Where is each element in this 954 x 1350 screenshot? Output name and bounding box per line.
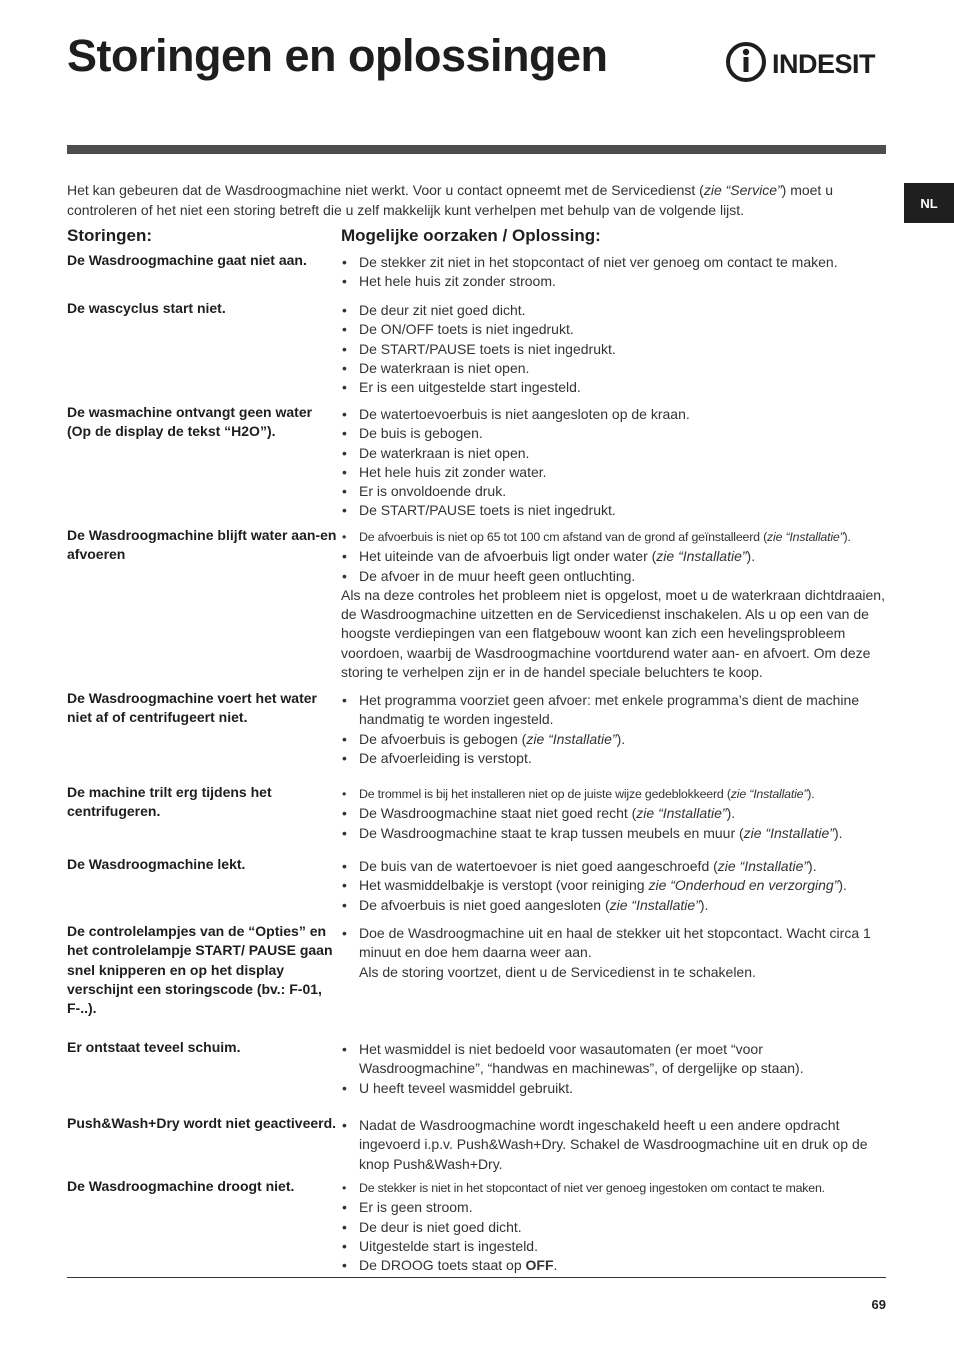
language-tab: NL [904,183,954,223]
problem-label: De wasmachine ontvangt geen water (Op de display de tekst “H2O”). [67,404,313,440]
solution-item: • De deur is niet goed dicht. [341,1218,889,1237]
solution-item: • Doe de Wasdroogmachine uit en haal de stekker uit het stopcontact. Wacht circa 1 minuut en doe hem daarna weer aan. [341,924,889,963]
storingen-heading: Storingen: [67,226,152,245]
solution-list [341,528,889,682]
solution-list [341,924,889,982]
solution-item: • Het uiteinde van de afvoerbuis ligt onder water (zie “Installatie”). [341,547,889,566]
solution-item: • De afvoer in de muur heeft geen ontluchting. [341,567,889,586]
solution-item: • Het wasmiddel is niet bedoeld voor wasautomaten (er moet “voor Wasdroogmachine”, “handwas en machinewas”, of dergelijke op staan). [341,1040,889,1079]
solution-list [341,785,889,843]
solution-list [341,1040,889,1098]
problem-label: De Wasdroogmachine voert het water niet af of centrifugeert niet. [67,690,317,726]
solution-note: Als na deze controles het probleem niet is opgelost, moet u de waterkraan dichtdraaien, de Wasdroogmachine uitzetten en de Servicedienst inschakelen. Als u op een van de hoogste verdiepingen van een flatgebouw woont kan zich een hevelingsprobleem voordoen, waarbij de Wasdroogmachine voortdurend water aan- en afvoert. Om deze storing te verhelpen zijn er in de handel speciale beluchters te koop. [341,586,885,681]
solution-item: • De stekker is niet in het stopcontact of niet ver genoeg ingestoken om contact te maken. [341,1179,889,1198]
solution-item: • De trommel is bij het installeren niet op de juiste wijze gedeblokkeerd (zie “Installatie”). [341,785,889,804]
solution-list [341,691,889,768]
solution-item: • De waterkraan is niet open. [341,444,889,463]
solution-item: • De afvoerbuis is gebogen (zie “Installatie”). [341,730,889,749]
solution-item: • De afvoerleiding is verstopt. [341,749,889,768]
solution-item: • De deur zit niet goed dicht. [341,301,889,320]
solution-item: • De watertoevoerbuis is niet aangesloten op de kraan. [341,405,889,424]
solution-item: • De ON/OFF toets is niet ingedrukt. [341,320,889,339]
header-rule [67,145,886,154]
page-title: Storingen en oplossingen [67,30,608,81]
solution-item: • De afvoerbuis is niet op 65 tot 100 cm afstand van de grond af geïnstalleerd (zie “Installatie”). [341,528,889,547]
solution-item: • Er is onvoldoende druk. [341,482,889,501]
solution-item: • Nadat de Wasdroogmachine wordt ingeschakeld heeft u een andere opdracht ingevoerd i.p.v. Push&Wash+Dry. Schakel de Wasdroogmachine uit en druk op de knop Push&Wash+Dry. [341,1116,889,1174]
solution-item: • Uitgestelde start is ingesteld. [341,1237,889,1256]
problem-label: De Wasdroogmachine blijft water aan-en afvoeren [67,527,337,563]
brand-name: INDESIT [772,49,876,79]
intro-paragraph: Het kan gebeuren dat de Wasdroogmachine niet werkt. Voor u contact opneemt met de Servicedienst (zie “Service”) moet u controleren of het niet een storing betreft die u zelf makkelijk kunt verhelpen met behulp van de volgende lijst. [67,182,833,218]
solution-item: • Het programma voorziet geen afvoer: met enkele programma’s dient de machine handmatig te worden ingesteld. [341,691,889,730]
solution-list [341,405,889,521]
problem-label: Er ontstaat teveel schuim. [67,1039,241,1055]
solution-item: • Het hele huis zit zonder stroom. [341,272,889,291]
solution-item: • De waterkraan is niet open. [341,359,889,378]
footer-rule [67,1277,886,1278]
solution-list [341,301,889,397]
problem-label: De Wasdroogmachine gaat niet aan. [67,252,307,268]
solution-list [341,857,889,915]
solution-item: • De START/PAUSE toets is niet ingedrukt. [341,501,889,520]
problem-label: De machine trilt erg tijdens het centrifugeren. [67,784,272,820]
solution-item: • U heeft teveel wasmiddel gebruikt. [341,1079,889,1098]
solution-item: • De DROOG toets staat op OFF. [341,1256,889,1275]
solution-item: • Het hele huis zit zonder water. [341,463,889,482]
solution-item: • Er is geen stroom. [341,1198,889,1217]
problem-label: Push&Wash+Dry wordt niet geactiveerd. [67,1115,337,1131]
solution-list [341,1116,889,1174]
problem-label: De wascyclus start niet. [67,300,226,316]
solution-item: • De buis is gebogen. [341,424,889,443]
solution-item: • Er is een uitgestelde start ingesteld. [341,378,889,397]
solution-note: Als de storing voortzet, dient u de Servicedienst in te schakelen. [359,963,756,980]
solution-item: • De afvoerbuis is niet goed aangesloten (zie “Installatie”). [341,896,889,915]
solution-item: • De Wasdroogmachine staat te krap tussen meubels en muur (zie “Installatie”). [341,824,889,843]
problem-label: De Wasdroogmachine lekt. [67,856,246,872]
solution-item: • De stekker zit niet in het stopcontact of niet ver genoeg om contact te maken. [341,253,889,272]
problem-label: De controlelampjes van de “Opties” en het controlelampje START/ PAUSE gaan snel knipperen en op het display verschijnt een storingscode (bv.: F-01, F-..). [67,923,333,1017]
solution-item: • De Wasdroogmachine staat niet goed recht (zie “Installatie”). [341,804,889,823]
oplossingen-heading: Mogelijke oorzaken / Oplossing: [341,226,601,245]
solution-list [341,253,889,292]
solution-item: • De START/PAUSE toets is niet ingedrukt. [341,340,889,359]
page-number: 69 [871,1297,886,1312]
indesit-logo [724,40,888,84]
problem-label: De Wasdroogmachine droogt niet. [67,1178,295,1194]
solution-list [341,1179,889,1275]
solution-item: • De buis van de watertoevoer is niet goed aangeschroefd (zie “Installatie”). [341,857,889,876]
solution-item: • Het wasmiddelbakje is verstopt (voor reiniging zie “Onderhoud en verzorging”). [341,876,889,895]
